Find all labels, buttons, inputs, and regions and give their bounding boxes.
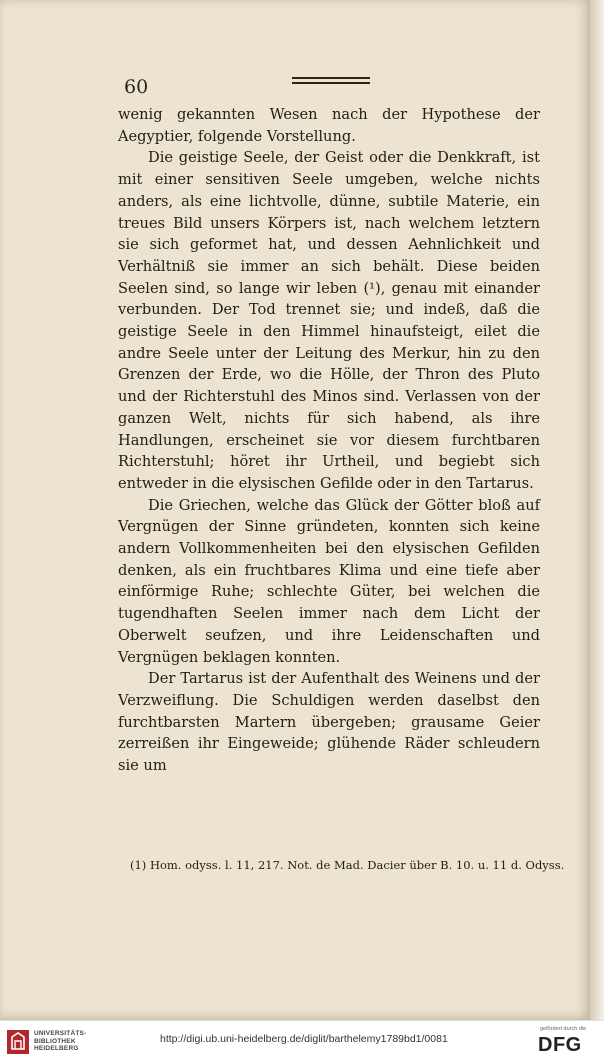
body-text [118, 104, 540, 777]
paragraph-continuation: wenig gekannten Wesen nach der Hypothese der Aegyptier, folgende Vorstellung. [118, 106, 540, 145]
page-edge [590, 0, 604, 1020]
dfg-logo: DFG [538, 1034, 582, 1056]
header-rule [292, 77, 370, 87]
funding-note: gefördert durch die [540, 1026, 587, 1032]
footnote: (1) Hom. odyss. l. 11, 217. Not. de Mad. Dacier über B. 10. u. 11 d. Odyss. [130, 858, 565, 872]
paragraph-greeks: Die Griechen, welche das Glück der Götter bloß auf Vergnügen der Sinne gründeten, konnten sich keine andern Vollkommenheiten bei den elysischen Gefilden denken, als ein fruchtbares Klima und eine tiefe aber einförmige Ruhe; schlechte Güter, bei welchen die tugendhaften Seelen immer nach dem Licht der Oberwelt seufzen, und ihre Leidenschaften und Vergnügen beklagen konnten. [118, 496, 540, 666]
footer-bar [0, 1020, 604, 1063]
page-number: 60 [124, 76, 149, 98]
institution-name: UNIVERSITÄTS- BIBLIOTHEK HEIDELBERG [34, 1030, 87, 1052]
source-url-link[interactable]: http://digi.ub.uni-heidelberg.de/diglit/barthelemy1789bd1/0081 [160, 1033, 448, 1045]
paragraph-soul: Die geistige Seele, der Geist oder die Denkkraft, ist mit einer sensitiven Seele umgeben, welche nichts anders, als eine lichtvolle, dünne, subtile Materie, ein treues Bild unsers Körpers ist, nach welchem letztern sie sich geformet hat, und dessen Aehnlichkeit und Verhältniß sie immer an sich behält. Diese beiden Seelen sind, so lange wir leben (¹), genau mit einander verbunden. Der Tod trennet sie; und indeß, daß die geistige Seele in den Himmel hinaufsteigt, eilet die andre Seele unter der Leitung des Merkur, hin zu den Grenzen der Erde, wo die Hölle, der Thron des Pluto und der Richterstuhl des Minos sind. Verlassen von der ganzen Welt, nichts für sich habend, als ihre Handlungen, erscheinet sie vor diesem furchtbaren Richterstuhl; höret ihr Urtheil, und begiebt sich entweder in die elysischen Gefilde oder in den Tartarus. [118, 149, 540, 492]
university-seal-icon [6, 1029, 30, 1055]
paragraph-tartarus: Der Tartarus ist der Aufenthalt des Weinens und der Verzweiflung. Die Schuldigen werden daselbst den furchtbarsten Martern übergeben; grausame Geier zerreißen ihr Eingeweide; glühende Räder schleudern sie um [118, 670, 540, 775]
